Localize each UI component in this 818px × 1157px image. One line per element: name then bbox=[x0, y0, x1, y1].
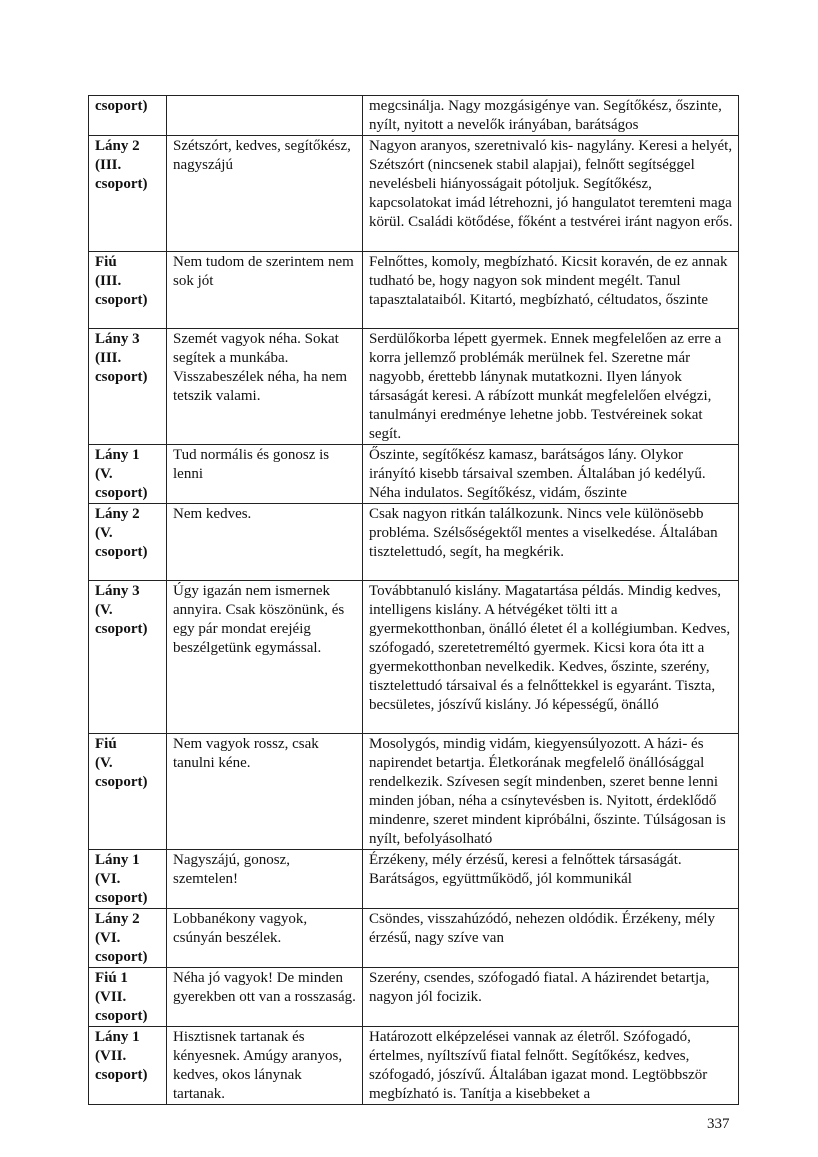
table-row bbox=[89, 96, 739, 136]
person-cell bbox=[89, 96, 167, 136]
table-row bbox=[89, 1027, 739, 1105]
table-row bbox=[89, 329, 739, 445]
self-description-cell: Szétszórt, kedves, segítőkész, nagyszájú bbox=[167, 136, 363, 252]
person-label-line: (V. bbox=[95, 525, 113, 541]
table-row bbox=[89, 734, 739, 850]
table-row bbox=[89, 504, 739, 581]
person-group-line: csoport) bbox=[95, 890, 148, 906]
educator-opinion-cell: Érzékeny, mély érzésű, keresi a felnőttek társaságát. Barátságos, együttműködő, jól kommunikál bbox=[363, 850, 739, 909]
self-description-cell: Úgy igazán nem ismernek annyira. Csak köszönünk, és egy pár mondat erejéig beszélgetünk egymással. bbox=[167, 581, 363, 734]
person-cell bbox=[89, 1027, 167, 1105]
self-description-cell: Tud normális és gonosz is lenni bbox=[167, 445, 363, 504]
person-cell bbox=[89, 252, 167, 329]
person-label-line: Lány 2 bbox=[95, 138, 140, 154]
person-label-line: Lány 1 bbox=[95, 447, 140, 463]
table-row bbox=[89, 252, 739, 329]
educator-opinion-cell: Továbbtanuló kislány. Magatartása példás. Mindig kedves, intelligens kislány. A hétvégéket tölti itt a gyermekotthonban, önálló életet él a kollégiumban. Kedves, szófogadó, szeretetreméltó gyermek. Kicsi kora óta itt a gyermekotthonban nevelkedik. Kedves, őszinte, szerény, tisztelettudó társaival és a felnőttekkel is egyaránt. Tiszta, becsületes, jószívű kislány. Jó képességű, önálló bbox=[363, 581, 739, 734]
person-cell bbox=[89, 581, 167, 734]
person-cell bbox=[89, 329, 167, 445]
person-label-line: Lány 3 bbox=[95, 583, 140, 599]
educator-opinion-cell: Serdülőkorba lépett gyermek. Ennek megfelelően az erre a korra jellemző problémák merülnek fel. Szeretne már nagyobb, érettebb lánynak mutatkozni. Ilyen lányok társaságát keresi. A rábízott munkát megfelelően elvégzi, tanulmányi eredménye lehetne jobb. Testvéreinek sokat segít. bbox=[363, 329, 739, 445]
educator-opinion-cell: Csöndes, visszahúzódó, nehezen oldódik. Érzékeny, mély érzésű, nagy szíve van bbox=[363, 909, 739, 968]
person-cell bbox=[89, 734, 167, 850]
person-group-line: csoport) bbox=[95, 1008, 148, 1024]
person-label-line: (VII. bbox=[95, 989, 127, 1005]
person-label-line: Lány 2 bbox=[95, 506, 140, 522]
person-label-line: (VI. bbox=[95, 930, 121, 946]
self-description-cell: Szemét vagyok néha. Sokat segítek a munkába. Visszabeszélek néha, ha nem tetszik valami. bbox=[167, 329, 363, 445]
person-group-line: csoport) bbox=[95, 176, 148, 192]
person-label-line: (III. bbox=[95, 157, 122, 173]
table-row bbox=[89, 968, 739, 1027]
educator-opinion-cell: Szerény, csendes, szófogadó fiatal. A házirendet betartja, nagyon jól focizik. bbox=[363, 968, 739, 1027]
self-description-cell: Nem tudom de szerintem nem sok jót bbox=[167, 252, 363, 329]
person-group-line: csoport) bbox=[95, 485, 148, 501]
person-label-line: (V. bbox=[95, 466, 113, 482]
student-assessment-table bbox=[88, 95, 739, 1105]
person-cell bbox=[89, 968, 167, 1027]
self-description-cell: Hisztisnek tartanak és kényesnek. Amúgy aranyos, kedves, okos lánynak tartanak. bbox=[167, 1027, 363, 1105]
educator-opinion-cell: Mosolygós, mindig vidám, kiegyensúlyozott. A házi- és napirendet betartja. Életkorának megfelelő önállósággal rendelkezik. Szívesen segít mindenben, szeret benne lenni minden jóban, néha a csínytevésben is. Nyitott, érdeklődő mindenre, szeret mindent kipróbálni, őszinte. Túlságosan is nyílt, befolyásolható bbox=[363, 734, 739, 850]
table-row bbox=[89, 909, 739, 968]
self-description-cell: Lobbanékony vagyok, csúnyán beszélek. bbox=[167, 909, 363, 968]
person-label-line: (V. bbox=[95, 602, 113, 618]
person-cell bbox=[89, 504, 167, 581]
self-description-cell: Nem vagyok rossz, csak tanulni kéne. bbox=[167, 734, 363, 850]
table-row bbox=[89, 850, 739, 909]
person-cell bbox=[89, 850, 167, 909]
table-row bbox=[89, 445, 739, 504]
table-row bbox=[89, 136, 739, 252]
person-group-line: csoport) bbox=[95, 1067, 148, 1083]
self-description-cell bbox=[167, 96, 363, 136]
educator-opinion-cell: Csak nagyon ritkán találkozunk. Nincs vele különösebb probléma. Szélsőségektől mentes a viselkedése. Általában tisztelettudó, segít, ha megkérik. bbox=[363, 504, 739, 581]
person-group-line: csoport) bbox=[95, 369, 148, 385]
self-description-cell: Nagyszájú, gonosz, szemtelen! bbox=[167, 850, 363, 909]
table-body bbox=[89, 96, 739, 1105]
person-label-line: Lány 3 bbox=[95, 331, 140, 347]
person-group-line: csoport) bbox=[95, 98, 148, 114]
person-cell bbox=[89, 136, 167, 252]
person-group-line: csoport) bbox=[95, 949, 148, 965]
person-group-line: csoport) bbox=[95, 544, 148, 560]
educator-opinion-cell: Őszinte, segítőkész kamasz, barátságos lány. Olykor irányító kisebb társaival szemben. Általában jó kedélyű. Néha indulatos. Segítőkész, vidám, őszinte bbox=[363, 445, 739, 504]
person-cell bbox=[89, 909, 167, 968]
person-label-line: Lány 1 bbox=[95, 1029, 140, 1045]
person-label-line: (III. bbox=[95, 350, 122, 366]
page-number: 337 bbox=[707, 1116, 730, 1132]
educator-opinion-cell: Határozott elképzelései vannak az életről. Szófogadó, értelmes, nyíltszívű fiatal felnőtt. Segítőkész, kedves, szófogadó, jószívű. Általában igazat mond. Legtöbbször megbízható is. Tanítja a kisebbeket a bbox=[363, 1027, 739, 1105]
person-label-line: Lány 2 bbox=[95, 911, 140, 927]
person-label-line: Lány 1 bbox=[95, 852, 140, 868]
self-description-cell: Nem kedves. bbox=[167, 504, 363, 581]
person-label-line: Fiú bbox=[95, 736, 117, 752]
person-label-line: (VII. bbox=[95, 1048, 127, 1064]
person-group-line: csoport) bbox=[95, 292, 148, 308]
educator-opinion-cell: Nagyon aranyos, szeretnivaló kis- nagylány. Keresi a helyét, Szétszórt (nincsenek stabil alapjai), felnőtt segítséggel nevelésbeli hiányosságait pótoljuk. Segítőkész, kapcsolatokat imád létrehozni, jó hangulatot teremteni maga körül. Családi kötődése, főként a testvérei iránt nagyon erős. bbox=[363, 136, 739, 252]
person-label-line: Fiú bbox=[95, 254, 117, 270]
person-label-line: (III. bbox=[95, 273, 122, 289]
table-row bbox=[89, 581, 739, 734]
person-label-line: Fiú 1 bbox=[95, 970, 128, 986]
educator-opinion-cell: megcsinálja. Nagy mozgásigénye van. Segítőkész, őszinte, nyílt, nyitott a nevelők irányában, barátságos bbox=[363, 96, 739, 136]
person-group-line: csoport) bbox=[95, 774, 148, 790]
person-label-line: (VI. bbox=[95, 871, 121, 887]
person-group-line: csoport) bbox=[95, 621, 148, 637]
person-cell bbox=[89, 445, 167, 504]
person-label-line: (V. bbox=[95, 755, 113, 771]
educator-opinion-cell: Felnőttes, komoly, megbízható. Kicsit koravén, de ez annak tudható be, hogy nagyon sok mindent megélt. Tanul tapasztalataiból. Kitartó, megbízható, céltudatos, őszinte bbox=[363, 252, 739, 329]
self-description-cell: Néha jó vagyok! De minden gyerekben ott van a rosszaság. bbox=[167, 968, 363, 1027]
